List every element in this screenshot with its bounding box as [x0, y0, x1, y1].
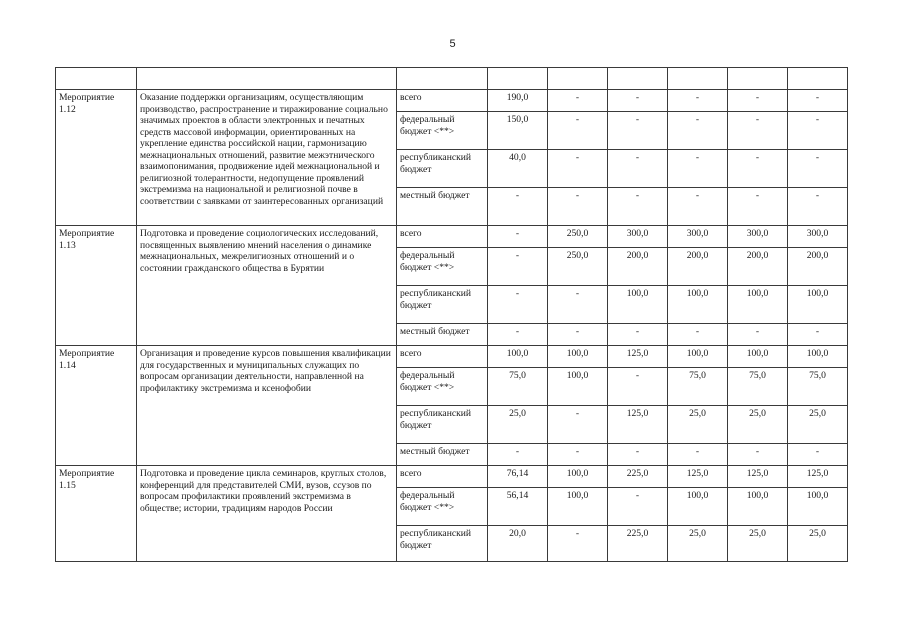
funding-value: 300,0: [788, 226, 848, 248]
event-description: Подготовка и проведение социологических исследований, посвященных выявлению мнений населения о динамике межнациональных, межрелигиозных отношений и о состоянии гражданского общества в Бурятии: [137, 226, 397, 346]
funding-value: 300,0: [728, 226, 788, 248]
funding-value: 225,0: [608, 526, 668, 562]
event-code: Мероприятие 1.15: [56, 466, 137, 562]
funding-value: -: [608, 444, 668, 466]
funding-source: местный бюджет: [397, 324, 488, 346]
funding-value: -: [488, 324, 548, 346]
funding-value: -: [608, 488, 668, 526]
header-cell: [397, 68, 488, 90]
event-code: Мероприятие 1.12: [56, 90, 137, 226]
funding-value: -: [548, 150, 608, 188]
funding-value: -: [488, 444, 548, 466]
funding-source: всего: [397, 90, 488, 112]
funding-value: 75,0: [788, 368, 848, 406]
event-description: Организация и проведение курсов повышения квалификации для государственных и муниципальных служащих по вопросам организации деятельности, направленной на профилактику экстремизма и ксенофобии: [137, 346, 397, 466]
funding-value: 125,0: [608, 346, 668, 368]
funding-source: всего: [397, 466, 488, 488]
funding-value: 100,0: [788, 488, 848, 526]
funding-value: -: [728, 90, 788, 112]
funding-value: 100,0: [488, 346, 548, 368]
funding-value: 75,0: [488, 368, 548, 406]
funding-value: -: [608, 112, 668, 150]
funding-value: -: [548, 444, 608, 466]
funding-source: федеральный бюджет <**>: [397, 112, 488, 150]
header-cell: [488, 68, 548, 90]
header-cell: [728, 68, 788, 90]
funding-value: 100,0: [728, 346, 788, 368]
funding-value: -: [668, 112, 728, 150]
funding-value: 25,0: [668, 406, 728, 444]
header-cell: [137, 68, 397, 90]
funding-source: федеральный бюджет <**>: [397, 488, 488, 526]
funding-value: 200,0: [728, 248, 788, 286]
funding-value: -: [788, 112, 848, 150]
funding-value: 20,0: [488, 526, 548, 562]
funding-value: -: [608, 150, 668, 188]
funding-value: -: [548, 526, 608, 562]
funding-value: -: [728, 150, 788, 188]
funding-value: -: [668, 188, 728, 226]
funding-value: 200,0: [788, 248, 848, 286]
header-cell: [668, 68, 728, 90]
funding-value: 100,0: [548, 346, 608, 368]
funding-source: республиканский бюджет: [397, 286, 488, 324]
funding-value: 56,14: [488, 488, 548, 526]
funding-value: 100,0: [668, 488, 728, 526]
funding-source: местный бюджет: [397, 444, 488, 466]
funding-value: -: [728, 188, 788, 226]
event-description: Оказание поддержки организациям, осуществляющим производство, распространение и тиражирование социально значимых проектов в области электронных и печатных средств массовой информации, ориентированных на укрепление единства российской нации, гармонизацию межнациональных отношений, развитие межэтнического взаимопонимания, продвижение идей межнациональной и религиозной толерантности, недопущение проявлений экстремизма на национальной и религиозной почве в соответствии с заявками от заинтересованных организаций: [137, 90, 397, 226]
funding-source: всего: [397, 226, 488, 248]
funding-value: 100,0: [788, 286, 848, 324]
funding-value: 25,0: [488, 406, 548, 444]
funding-value: 100,0: [548, 488, 608, 526]
funding-value: -: [788, 324, 848, 346]
funding-value: 75,0: [728, 368, 788, 406]
funding-value: 76,14: [488, 466, 548, 488]
funding-value: -: [728, 444, 788, 466]
table-row: [56, 466, 848, 488]
funding-value: 25,0: [668, 526, 728, 562]
funding-value: -: [548, 188, 608, 226]
funding-value: -: [788, 150, 848, 188]
funding-value: 125,0: [728, 466, 788, 488]
funding-value: 125,0: [668, 466, 728, 488]
funding-value: 75,0: [668, 368, 728, 406]
funding-value: -: [668, 444, 728, 466]
funding-value: -: [488, 188, 548, 226]
funding-value: 125,0: [608, 406, 668, 444]
funding-value: 25,0: [728, 526, 788, 562]
header-cell: [788, 68, 848, 90]
funding-value: 150,0: [488, 112, 548, 150]
funding-value: 200,0: [668, 248, 728, 286]
funding-value: 100,0: [728, 488, 788, 526]
event-code: Мероприятие 1.14: [56, 346, 137, 466]
funding-value: -: [608, 90, 668, 112]
funding-value: 100,0: [668, 286, 728, 324]
funding-value: 225,0: [608, 466, 668, 488]
funding-value: -: [548, 112, 608, 150]
funding-source: федеральный бюджет <**>: [397, 248, 488, 286]
funding-value: 40,0: [488, 150, 548, 188]
funding-value: 250,0: [548, 226, 608, 248]
funding-value: -: [668, 150, 728, 188]
funding-value: 100,0: [728, 286, 788, 324]
table-row: [56, 90, 848, 112]
funding-value: -: [548, 90, 608, 112]
funding-value: -: [668, 324, 728, 346]
header-row: [56, 68, 848, 90]
page-number: 5: [449, 38, 456, 50]
funding-value: 190,0: [488, 90, 548, 112]
funding-value: 100,0: [668, 346, 728, 368]
table-row: [56, 346, 848, 368]
funding-value: 300,0: [668, 226, 728, 248]
funding-value: 100,0: [548, 368, 608, 406]
funding-value: -: [548, 286, 608, 324]
funding-source: республиканский бюджет: [397, 150, 488, 188]
funding-source: всего: [397, 346, 488, 368]
funding-value: -: [548, 406, 608, 444]
funding-value: -: [788, 188, 848, 226]
funding-value: -: [608, 188, 668, 226]
funding-value: -: [728, 112, 788, 150]
funding-source: республиканский бюджет: [397, 526, 488, 562]
funding-value: 200,0: [608, 248, 668, 286]
header-cell: [548, 68, 608, 90]
funding-source: республиканский бюджет: [397, 406, 488, 444]
funding-source: федеральный бюджет <**>: [397, 368, 488, 406]
funding-value: -: [488, 286, 548, 324]
funding-value: 250,0: [548, 248, 608, 286]
funding-value: -: [728, 324, 788, 346]
funding-value: -: [608, 324, 668, 346]
funding-value: -: [608, 368, 668, 406]
funding-value: 300,0: [608, 226, 668, 248]
funding-source: местный бюджет: [397, 188, 488, 226]
funding-value: 100,0: [608, 286, 668, 324]
funding-value: 25,0: [788, 406, 848, 444]
event-description: Подготовка и проведение цикла семинаров, круглых столов, конференций для представителей СМИ, вузов, ссузов по вопросам профилактики проявлений экстремизма в обществе; истории, традициям народов России: [137, 466, 397, 562]
funding-value: -: [788, 90, 848, 112]
table-row: [56, 226, 848, 248]
funding-value: -: [488, 226, 548, 248]
header-cell: [608, 68, 668, 90]
funding-value: -: [788, 444, 848, 466]
funding-value: -: [668, 90, 728, 112]
funding-value: 25,0: [728, 406, 788, 444]
header-cell: [56, 68, 137, 90]
funding-value: 100,0: [548, 466, 608, 488]
funding-value: 100,0: [788, 346, 848, 368]
funding-value: -: [548, 324, 608, 346]
program-table: [55, 67, 848, 562]
event-code: Мероприятие 1.13: [56, 226, 137, 346]
funding-value: -: [488, 248, 548, 286]
funding-value: 125,0: [788, 466, 848, 488]
funding-value: 25,0: [788, 526, 848, 562]
